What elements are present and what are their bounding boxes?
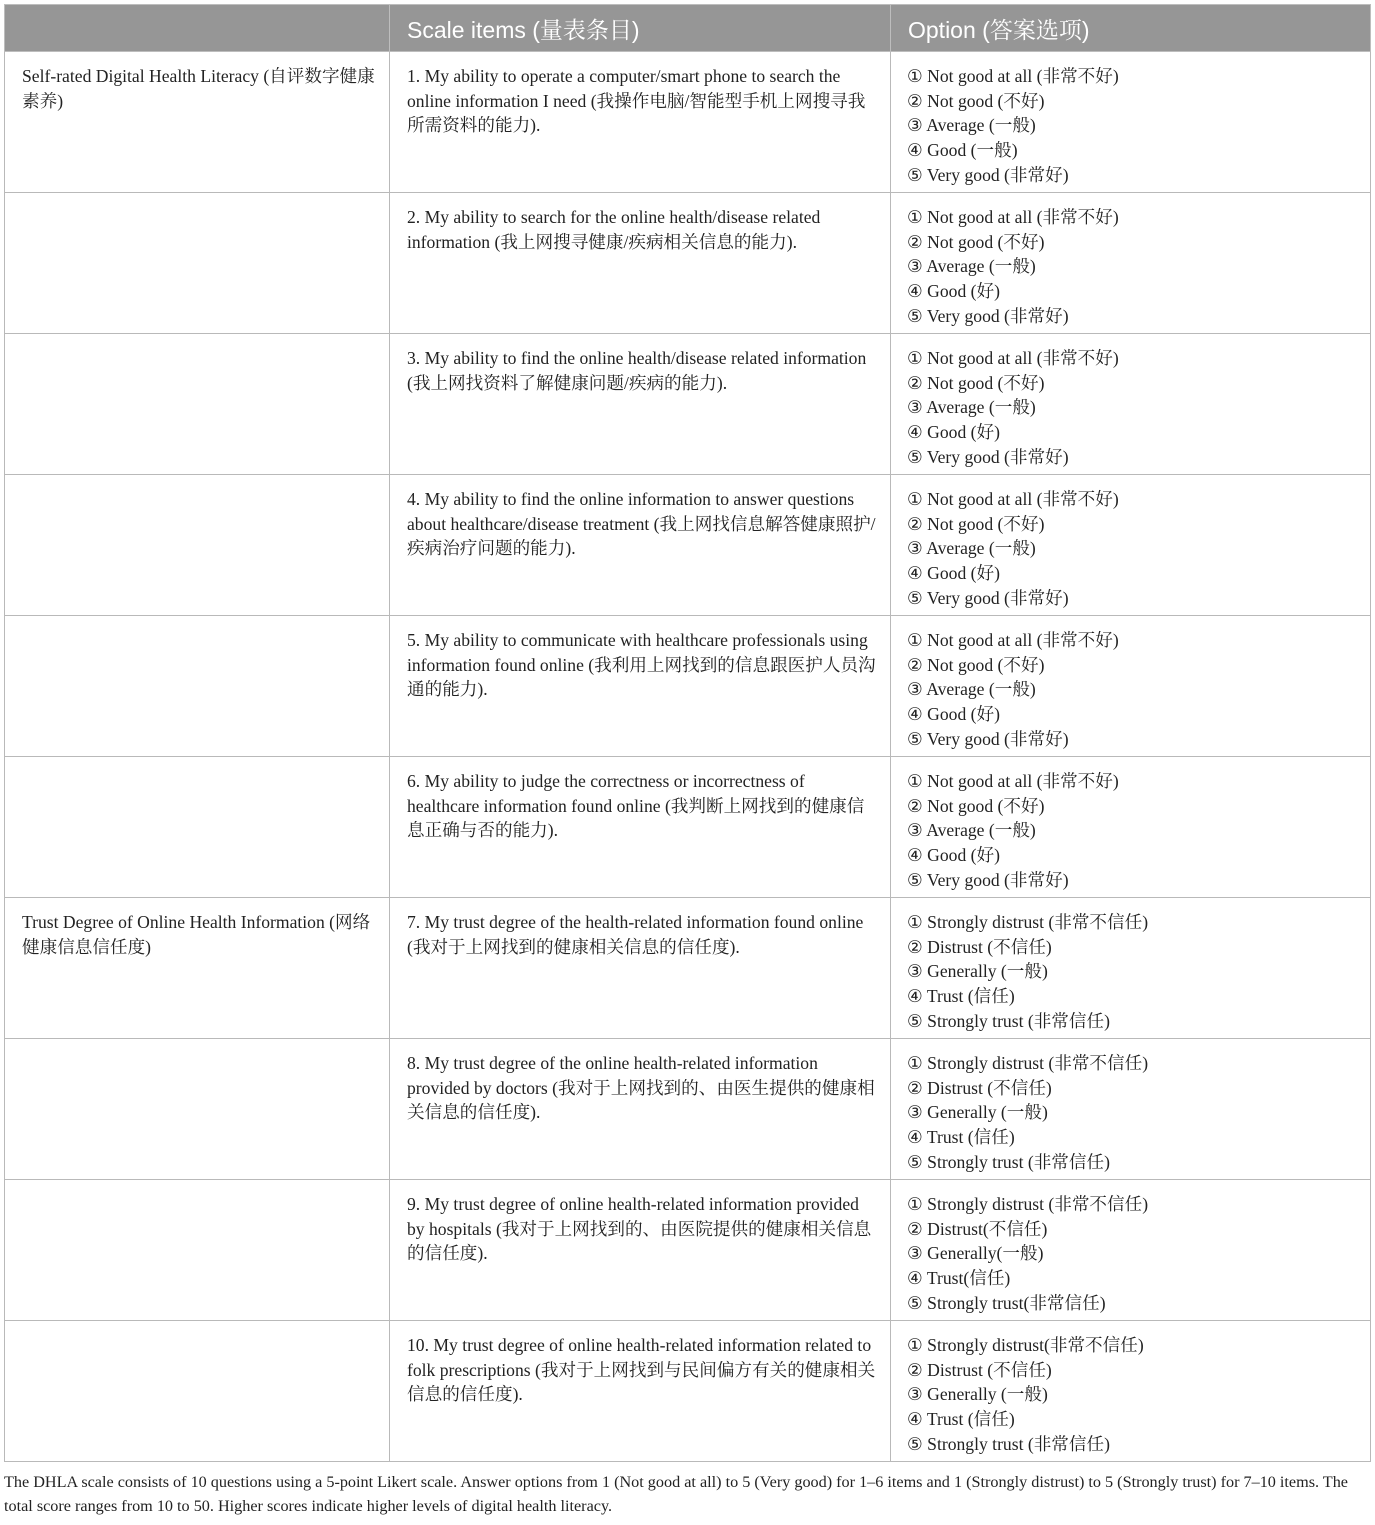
options-cell	[891, 1180, 1371, 1321]
category-cell	[5, 193, 390, 334]
category-cell: Trust Degree of Online Health Information (网络健康信息信任度)	[5, 898, 390, 1039]
answer-option: ① Strongly distrust (非常不信任)	[907, 1194, 1149, 1214]
answer-option: ④ Trust (信任)	[907, 986, 1015, 1007]
options-cell	[891, 1321, 1371, 1462]
header-scale-items: Scale items (量表条目)	[390, 5, 891, 52]
table-row	[5, 757, 1371, 898]
table-header-row	[5, 5, 1371, 52]
options-cell	[891, 193, 1371, 334]
table-row	[5, 334, 1371, 475]
answer-option: ④ Good (好)	[907, 281, 1000, 302]
answer-option: ⑤ Very good (非常好)	[907, 164, 1069, 185]
answer-option: ③ Average (一般)	[907, 397, 1036, 418]
category-cell	[5, 1180, 390, 1321]
scale-item-cell: 4. My ability to find the online information to answer questions about healthcare/disease treatment (我上网找信息解答健康照护/疾病治疗问题的能力).	[390, 475, 891, 616]
answer-option: ④ Good (好)	[907, 845, 1000, 866]
answer-option: ① Not good at all (非常不好)	[907, 66, 1119, 86]
scale-item-cell: 7. My trust degree of the health-related information found online (我对于上网找到的健康相关信息的信任度).	[390, 898, 891, 1039]
answer-option: ① Strongly distrust (非常不信任)	[907, 1053, 1149, 1073]
header-option: Option (答案选项)	[891, 5, 1371, 52]
scale-item-cell: 3. My ability to find the online health/disease related information (我上网找资料了解健康问题/疾病的能力).	[390, 334, 891, 475]
answer-option: ④ Good (好)	[907, 422, 1000, 443]
answer-option: ⑤ Very good (非常好)	[907, 869, 1069, 890]
table-row	[5, 898, 1371, 1039]
answer-option: ③ Generally (一般)	[907, 1384, 1048, 1405]
answer-option: ④ Good (一般)	[907, 140, 1018, 161]
answer-option: ③ Generally(一般)	[907, 1243, 1044, 1264]
answer-option: ② Distrust (不信任)	[907, 1077, 1052, 1098]
answer-option: ⑤ Very good (非常好)	[907, 305, 1069, 326]
answer-option: ⑤ Very good (非常好)	[907, 446, 1069, 467]
scale-item-cell: 10. My trust degree of online health-related information related to folk prescriptions (我对于上网找到与民间偏方有关的健康相关信息的信任度).	[390, 1321, 891, 1462]
scale-item-cell: 8. My trust degree of the online health-related information provided by doctors (我对于上网找到的、由医生提供的健康相关信息的信任度).	[390, 1039, 891, 1180]
answer-option: ④ Good (好)	[907, 704, 1000, 725]
category-cell	[5, 475, 390, 616]
answer-option: ③ Average (一般)	[907, 538, 1036, 559]
answer-option: ⑤ Very good (非常好)	[907, 587, 1069, 608]
table-row	[5, 52, 1371, 193]
answer-option: ④ Trust (信任)	[907, 1127, 1015, 1148]
answer-option: ⑤ Strongly trust (非常信任)	[907, 1433, 1110, 1454]
table-row	[5, 1180, 1371, 1321]
answer-option: ④ Good (好)	[907, 563, 1000, 584]
scale-item-cell: 1. My ability to operate a computer/smart phone to search the online information I need (我操作电脑/智能型手机上网搜寻我所需资料的能力).	[390, 52, 891, 193]
category-cell: Self-rated Digital Health Literacy (自评数字健康素养)	[5, 52, 390, 193]
answer-option: ② Not good (不好)	[907, 795, 1045, 816]
answer-option: ② Distrust (不信任)	[907, 936, 1052, 957]
answer-option: ⑤ Strongly trust (非常信任)	[907, 1010, 1110, 1031]
category-cell	[5, 757, 390, 898]
options-cell	[891, 1039, 1371, 1180]
options-cell	[891, 52, 1371, 193]
table-footnote: The DHLA scale consists of 10 questions using a 5-point Likert scale. Answer options from 1 (Not good at all) to 5 (Very good) for 1–6 items and 1 (Strongly distrust) to 5 (Strongly trust) for 7–10 items. The total score ranges from 10 to 50. Higher scores indicate higher levels of digital health literacy.	[4, 1473, 1348, 1515]
answer-option: ② Distrust (不信任)	[907, 1359, 1052, 1380]
answer-option: ③ Average (一般)	[907, 679, 1036, 700]
answer-option: ③ Average (一般)	[907, 820, 1036, 841]
options-cell	[891, 475, 1371, 616]
answer-option: ② Not good (不好)	[907, 231, 1045, 252]
options-cell	[891, 757, 1371, 898]
answer-option: ① Not good at all (非常不好)	[907, 207, 1119, 227]
table-row	[5, 616, 1371, 757]
header-category	[5, 5, 390, 52]
answer-option: ④ Trust(信任)	[907, 1268, 1011, 1289]
answer-option: ① Not good at all (非常不好)	[907, 771, 1119, 791]
dhla-scale-table	[4, 4, 1371, 1462]
table-row	[5, 1039, 1371, 1180]
answer-option: ① Strongly distrust(非常不信任)	[907, 1335, 1144, 1355]
table-row	[5, 193, 1371, 334]
options-cell	[891, 334, 1371, 475]
options-cell	[891, 616, 1371, 757]
answer-option: ③ Average (一般)	[907, 256, 1036, 277]
answer-option: ① Not good at all (非常不好)	[907, 348, 1119, 368]
document	[4, 4, 1370, 1518]
answer-option: ⑤ Strongly trust(非常信任)	[907, 1292, 1106, 1313]
answer-option: ⑤ Strongly trust (非常信任)	[907, 1151, 1110, 1172]
options-cell	[891, 898, 1371, 1039]
answer-option: ① Strongly distrust (非常不信任)	[907, 912, 1149, 932]
category-cell	[5, 1039, 390, 1180]
scale-item-cell: 9. My trust degree of online health-related information provided by hospitals (我对于上网找到的、由医院提供的健康相关信息的信任度).	[390, 1180, 891, 1321]
scale-item-cell: 2. My ability to search for the online health/disease related information (我上网搜寻健康/疾病相关信息的能力).	[390, 193, 891, 334]
category-cell	[5, 334, 390, 475]
answer-option: ② Distrust(不信任)	[907, 1218, 1048, 1239]
answer-option: ③ Average (一般)	[907, 115, 1036, 136]
scale-item-cell: 5. My ability to communicate with healthcare professionals using information found online (我利用上网找到的信息跟医护人员沟通的能力).	[390, 616, 891, 757]
answer-option: ② Not good (不好)	[907, 513, 1045, 534]
answer-option: ④ Trust (信任)	[907, 1409, 1015, 1430]
answer-option: ② Not good (不好)	[907, 372, 1045, 393]
answer-option: ② Not good (不好)	[907, 90, 1045, 111]
table-row	[5, 475, 1371, 616]
category-cell	[5, 616, 390, 757]
answer-option: ③ Generally (一般)	[907, 961, 1048, 982]
answer-option: ⑤ Very good (非常好)	[907, 728, 1069, 749]
answer-option: ② Not good (不好)	[907, 654, 1045, 675]
table-row	[5, 1321, 1371, 1462]
answer-option: ① Not good at all (非常不好)	[907, 630, 1119, 650]
category-cell	[5, 1321, 390, 1462]
answer-option: ③ Generally (一般)	[907, 1102, 1048, 1123]
scale-item-cell: 6. My ability to judge the correctness or incorrectness of healthcare information found online (我判断上网找到的健康信息正确与否的能力).	[390, 757, 891, 898]
answer-option: ① Not good at all (非常不好)	[907, 489, 1119, 509]
